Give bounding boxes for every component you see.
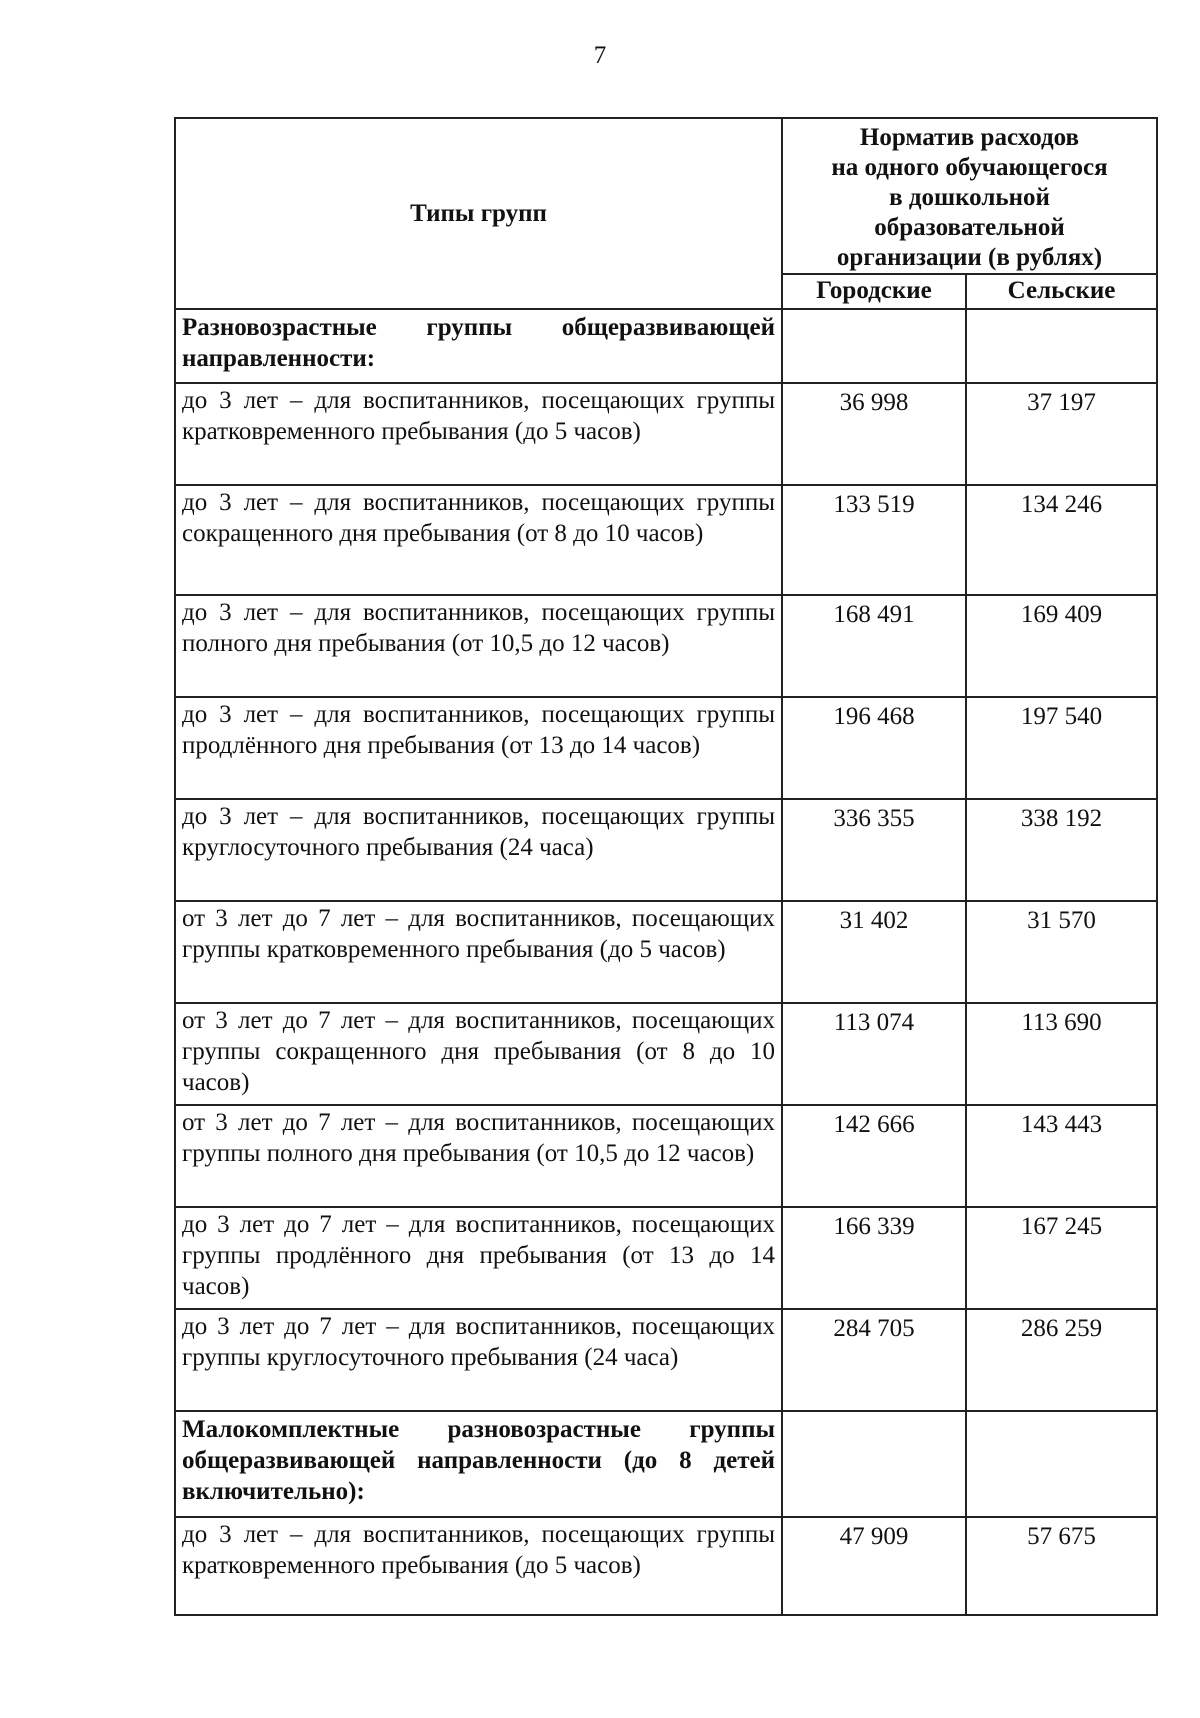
city-value: 113 074 bbox=[782, 1003, 966, 1105]
header-norm-line: организации (в рублях) bbox=[836, 244, 1103, 271]
rural-value: 338 192 bbox=[966, 799, 1157, 901]
table-row bbox=[175, 901, 1157, 1003]
rural-value: 286 259 bbox=[966, 1309, 1157, 1411]
empty-cell bbox=[782, 1411, 966, 1517]
header-norm-line: образовательной bbox=[874, 214, 1065, 241]
group-type-label: от 3 лет до 7 лет – для воспитанников, посещающих группы полного дня пребывания (от 10,5 до 12 часов) bbox=[175, 1105, 782, 1207]
city-value: 284 705 bbox=[782, 1309, 966, 1411]
header-norm-line: в дошкольной bbox=[889, 184, 1050, 211]
header-expense-norm bbox=[782, 118, 1157, 274]
group-type-label: до 3 лет до 7 лет – для воспитанников, посещающих группы продлённого дня пребывания (от 13 до 14 часов) bbox=[175, 1207, 782, 1309]
group-type-label: до 3 лет – для воспитанников, посещающих группы кратковременного пребывания (до 5 часов) bbox=[175, 383, 782, 485]
rural-value: 167 245 bbox=[966, 1207, 1157, 1309]
table-row bbox=[175, 1207, 1157, 1309]
rural-value: 143 443 bbox=[966, 1105, 1157, 1207]
section-title-small-groups: Малокомплектные разновозрастные группы общеразвивающей направленности (до 8 детей включительно): bbox=[175, 1411, 782, 1517]
group-type-label: до 3 лет – для воспитанников, посещающих группы кратковременного пребывания (до 5 часов) bbox=[175, 1517, 782, 1615]
page-number: 7 bbox=[593, 42, 607, 69]
table-row bbox=[175, 1309, 1157, 1411]
table-row bbox=[175, 1517, 1157, 1615]
group-type-label: от 3 лет до 7 лет – для воспитанников, посещающих группы кратковременного пребывания (до 5 часов) bbox=[175, 901, 782, 1003]
group-type-label: от 3 лет до 7 лет – для воспитанников, посещающих группы сокращенного дня пребывания (от 8 до 10 часов) bbox=[175, 1003, 782, 1105]
group-type-label: до 3 лет – для воспитанников, посещающих группы сокращенного дня пребывания (от 8 до 10 часов) bbox=[175, 485, 782, 595]
empty-cell bbox=[966, 1411, 1157, 1517]
header-norm-line: Норматив расходов bbox=[859, 124, 1080, 151]
header-rural: Сельские bbox=[966, 274, 1157, 309]
rural-value: 113 690 bbox=[966, 1003, 1157, 1105]
section-title-mixed-age: Разновозрастные группы общеразвивающей направленности: bbox=[175, 309, 782, 383]
expense-norms-table bbox=[174, 117, 1158, 1616]
rural-value: 37 197 bbox=[966, 383, 1157, 485]
rural-value: 57 675 bbox=[966, 1517, 1157, 1615]
group-type-label: до 3 лет до 7 лет – для воспитанников, посещающих группы круглосуточного пребывания (24 часа) bbox=[175, 1309, 782, 1411]
table-row bbox=[175, 799, 1157, 901]
city-value: 168 491 bbox=[782, 595, 966, 697]
table-row bbox=[175, 1105, 1157, 1207]
rural-value: 197 540 bbox=[966, 697, 1157, 799]
table-row bbox=[175, 697, 1157, 799]
city-value: 166 339 bbox=[782, 1207, 966, 1309]
city-value: 142 666 bbox=[782, 1105, 966, 1207]
group-type-label: до 3 лет – для воспитанников, посещающих группы полного дня пребывания (от 10,5 до 12 часов) bbox=[175, 595, 782, 697]
table-row bbox=[175, 383, 1157, 485]
header-group-types: Типы групп bbox=[175, 118, 782, 309]
rural-value: 169 409 bbox=[966, 595, 1157, 697]
empty-cell bbox=[966, 309, 1157, 383]
rural-value: 134 246 bbox=[966, 485, 1157, 595]
group-type-label: до 3 лет – для воспитанников, посещающих группы круглосуточного пребывания (24 часа) bbox=[175, 799, 782, 901]
table-row bbox=[175, 485, 1157, 595]
table-row bbox=[175, 595, 1157, 697]
rural-value: 31 570 bbox=[966, 901, 1157, 1003]
header-city: Городские bbox=[782, 274, 966, 309]
city-value: 336 355 bbox=[782, 799, 966, 901]
city-value: 47 909 bbox=[782, 1517, 966, 1615]
city-value: 196 468 bbox=[782, 697, 966, 799]
group-type-label: до 3 лет – для воспитанников, посещающих группы продлённого дня пребывания (от 13 до 14 часов) bbox=[175, 697, 782, 799]
table-row bbox=[175, 1003, 1157, 1105]
header-norm-line: на одного обучающегося bbox=[831, 154, 1108, 181]
city-value: 133 519 bbox=[782, 485, 966, 595]
city-value: 31 402 bbox=[782, 901, 966, 1003]
city-value: 36 998 bbox=[782, 383, 966, 485]
empty-cell bbox=[782, 309, 966, 383]
